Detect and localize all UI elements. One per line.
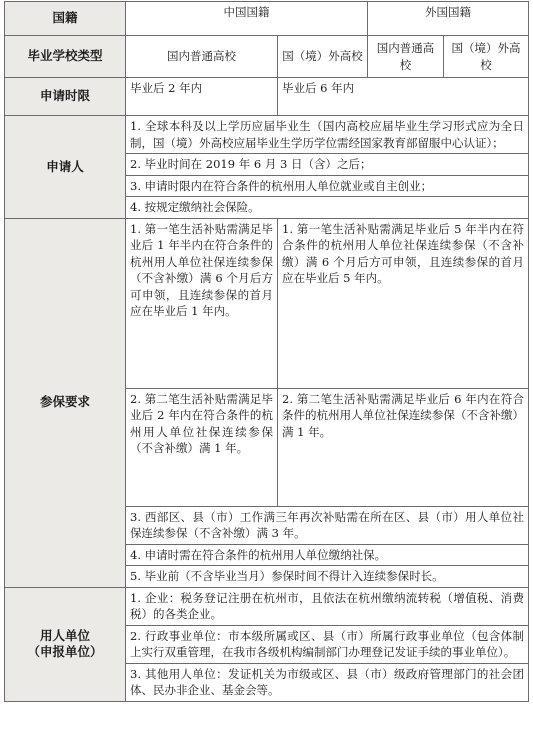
nationality-header: 国籍 <box>5 2 126 36</box>
social-security-row-1 <box>5 218 529 388</box>
cn-overseas-university-cell: 国（境）外高校 <box>278 36 368 78</box>
pre-graduation-exclusion-cell: 5. 毕业前（不含毕业当月）参保时间不得计入连续参保时长。 <box>126 566 529 588</box>
first-subsidy-domestic-cell: 1. 第一笔生活补贴需满足毕业后 1 年半内在符合条件的杭州用人单位社保连续参保（不含补缴）满 6 个月后方可申领，且连续参保的首月应在毕业后 1 年内。 <box>126 218 278 388</box>
employer-header-line1: 用人单位 <box>39 627 90 643</box>
second-subsidy-overseas-cell: 2. 第二笔生活补贴需满足毕业后 6 年内在符合条件的杭州用人单位社保连续参保（不含补缴）满 1 年。 <box>278 388 529 506</box>
school-type-row <box>5 36 529 78</box>
western-district-subsidy-cell: 3. 西部区、县（市）工作满三年再次补贴需在所在区、县（市）用人单位社保连续参保（不含补缴）满 3 年。 <box>126 506 529 544</box>
nationality-row <box>5 2 529 36</box>
fn-domestic-university-cell: 国内普通高校 <box>368 36 444 78</box>
applicant-item-3: 3. 申请时限内在符合条件的杭州用人单位就业或自主创业； <box>126 175 529 197</box>
social-security-header: 参保要求 <box>5 218 126 587</box>
employer-header-line2: （申报单位） <box>27 644 103 659</box>
applicant-item-2: 2. 毕业时间在 2019 年 6 月 3 日（含）之后； <box>126 154 529 176</box>
domestic-time-limit-cell: 毕业后 2 年内 <box>126 78 278 116</box>
school-type-header: 毕业学校类型 <box>5 36 126 78</box>
time-limit-header: 申请时限 <box>5 78 126 116</box>
eligibility-table <box>4 1 529 702</box>
employer-government-cell: 2. 行政事业单位：市本级所属或区、县（市）所属行政事业单位（包含体制上实行双重管理，在我市各级机构编制部门办理登记发证手续的事业单位）。 <box>126 625 529 663</box>
foreign-nationality-cell: 外国国籍 <box>368 2 529 36</box>
fn-overseas-university-cell: 国（境）外高校 <box>444 36 529 78</box>
overseas-time-limit-cell: 毕业后 6 年内 <box>278 78 529 116</box>
chinese-nationality-cell: 中国国籍 <box>126 2 368 36</box>
current-social-security-cell: 4. 申请时需在符合条件的杭州用人单位缴纳社保。 <box>126 544 529 566</box>
employer-enterprise-cell: 1. 企业：税务登记注册在杭州市，且依法在杭州缴纳流转税（增值税、消费税）的各类企业。 <box>126 587 529 625</box>
applicant-item-1: 1. 全球本科及以上学历应届毕业生（国内高校应届毕业生学习形式应为全日制，国（境）外高校应届毕业生学历学位需经国家教育部留服中心认证）； <box>126 116 529 154</box>
time-limit-row <box>5 78 529 116</box>
subsidy-eligibility-document <box>4 1 528 702</box>
second-subsidy-domestic-cell: 2. 第二笔生活补贴需满足毕业后 2 年内在符合条件的杭州用人单位社保连续参保（不含补缴）满 1 年。 <box>126 388 278 506</box>
applicant-header: 申请人 <box>5 116 126 219</box>
applicant-item-4: 4. 按规定缴纳社会保险。 <box>126 197 529 219</box>
cn-domestic-university-cell: 国内普通高校 <box>126 36 278 78</box>
employer-row-1 <box>5 587 529 625</box>
employer-header <box>5 587 126 701</box>
applicant-row-1 <box>5 116 529 154</box>
first-subsidy-overseas-cell: 1. 第一笔生活补贴需满足毕业后 5 年半内在符合条件的杭州用人单位社保连续参保（不含补缴）满 6 个月后方可申领，且连续参保的首月应在毕业后 5 年内。 <box>278 218 529 388</box>
employer-other-cell: 3. 其他用人单位：发证机关为市级或区、县（市）级政府管理部门的社会团体、民办非企业、基金会等。 <box>126 663 529 701</box>
